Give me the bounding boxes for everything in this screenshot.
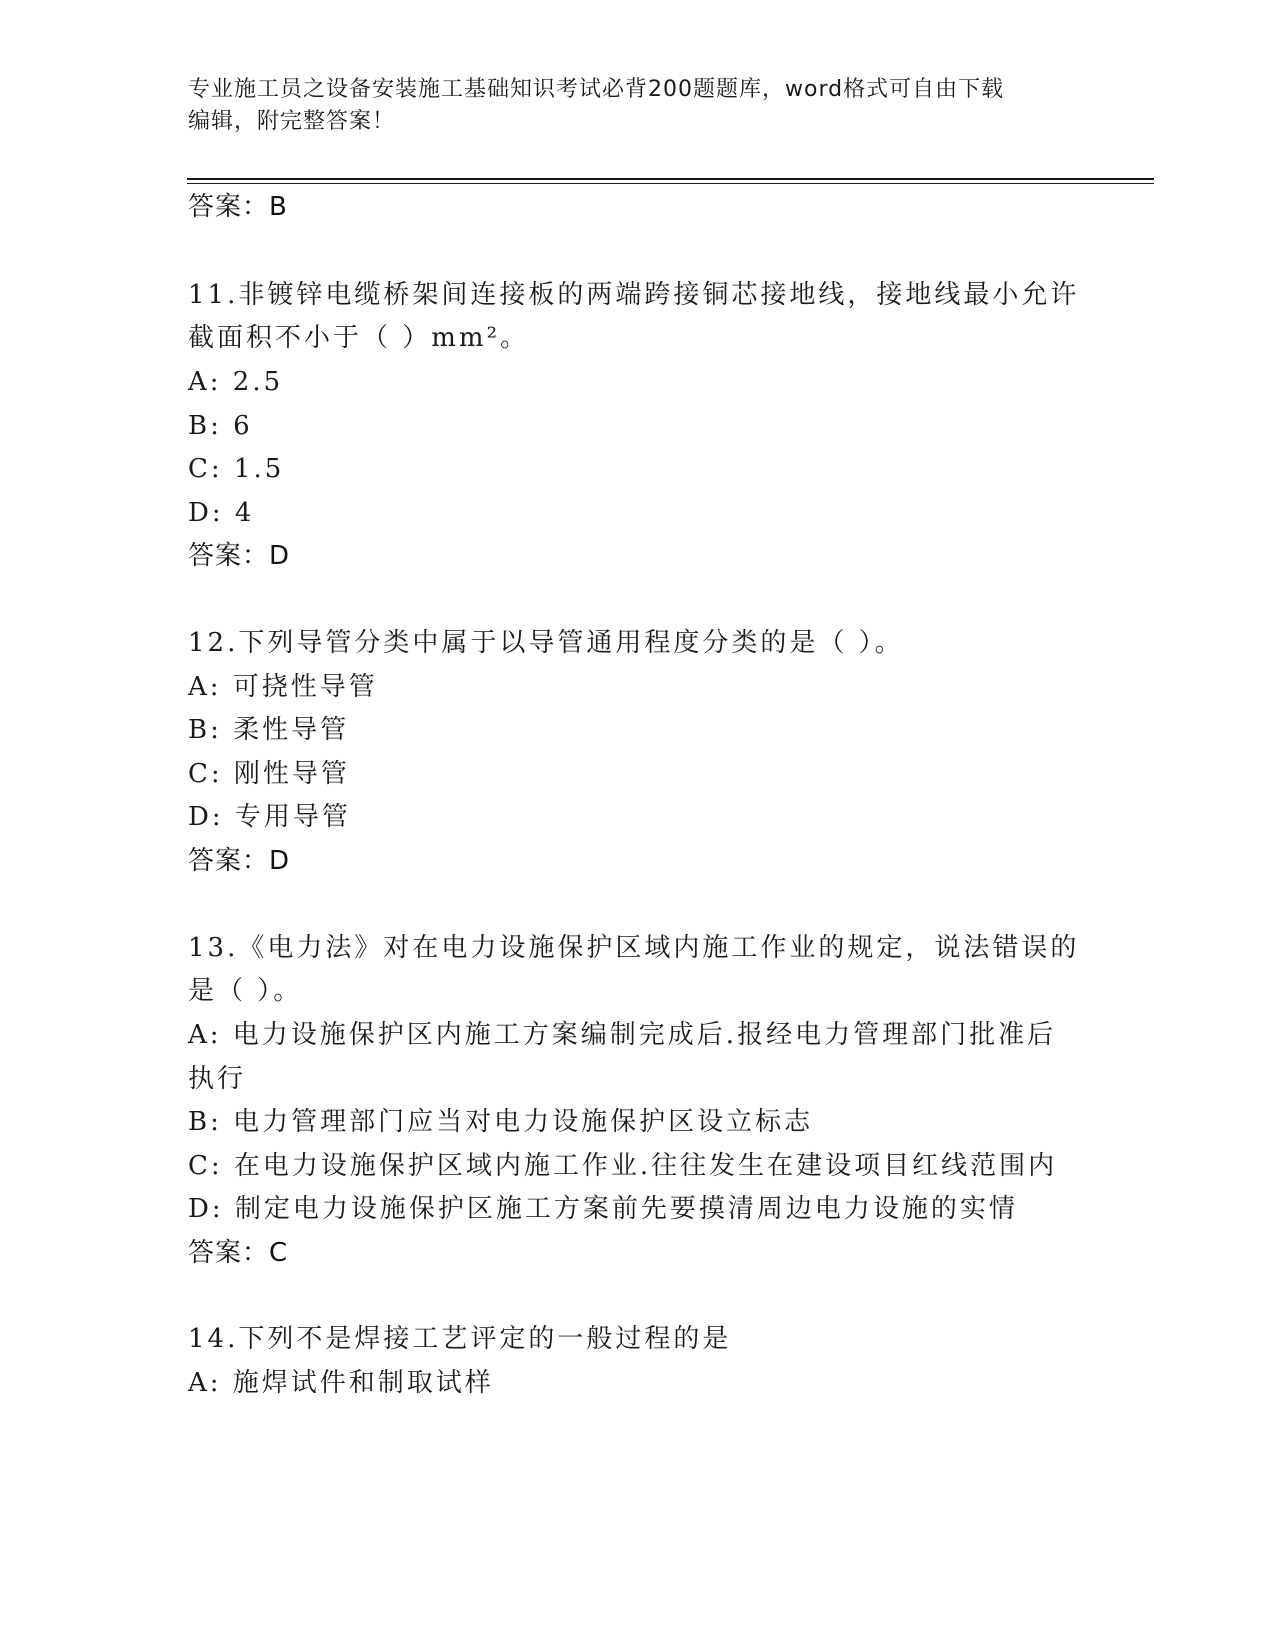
question-12-answer: 答案：D: [188, 846, 291, 876]
question-11-answer: 答案：D: [188, 541, 291, 571]
question-11-option-c: C: 1.5: [188, 454, 285, 484]
question-13-stem-line-2: 是（ ）。: [188, 976, 303, 1006]
header-rule-thin: [187, 183, 1154, 184]
question-13-option-b: B: 电力管理部门应当对电力设施保护区设立标志: [188, 1107, 814, 1137]
question-11-option-d: D: 4: [188, 498, 255, 528]
question-11-option-b: B: 6: [188, 411, 253, 441]
question-12-option-a: A: 可挠性导管: [188, 672, 378, 702]
question-14-option-a: A: 施焊试件和制取试样: [188, 1368, 494, 1398]
question-13-option-c: C: 在电力设施保护区域内施工作业.往往发生在建设项目红线范围内: [188, 1151, 1058, 1181]
question-13-option-a-line-1: A: 电力设施保护区内施工方案编制完成后.报经电力管理部门批准后: [188, 1020, 1057, 1050]
question-13-option-a-line-2: 执行: [188, 1064, 247, 1094]
question-12-stem-line-1: 12.下列导管分类中属于以导管通用程度分类的是（ ）。: [188, 628, 904, 658]
question-13-stem-line-1: 13.《电力法》对在电力设施保护区域内施工作业的规定，说法错误的: [188, 933, 1080, 963]
header-line-1: 专业施工员之设备安装施工基础知识考试必背200题题库，word格式可自由下载: [188, 77, 1005, 102]
question-12-option-c: C: 刚性导管: [188, 759, 350, 789]
question-12-option-d: D: 专用导管: [188, 802, 351, 832]
header-rule-thick: [187, 178, 1154, 180]
question-11-stem-line-1: 11.非镀锌电缆桥架间连接板的两端跨接铜芯接地线，接地线最小允许: [188, 280, 1080, 310]
question-14-stem-line-1: 14.下列不是焊接工艺评定的一般过程的是: [188, 1324, 732, 1354]
header-line-2: 编辑，附完整答案！: [188, 109, 396, 134]
question-11-stem-line-2: 截面积不小于（ ）mm²。: [188, 323, 529, 353]
answer-previous: 答案：B: [188, 192, 288, 222]
question-13-option-d: D: 制定电力设施保护区施工方案前先要摸清周边电力设施的实情: [188, 1194, 1018, 1224]
question-12-option-b: B: 柔性导管: [188, 715, 350, 745]
document-header: [188, 74, 1088, 138]
question-11-option-a: A: 2.5: [188, 367, 284, 397]
question-13-answer: 答案：C: [188, 1238, 289, 1268]
